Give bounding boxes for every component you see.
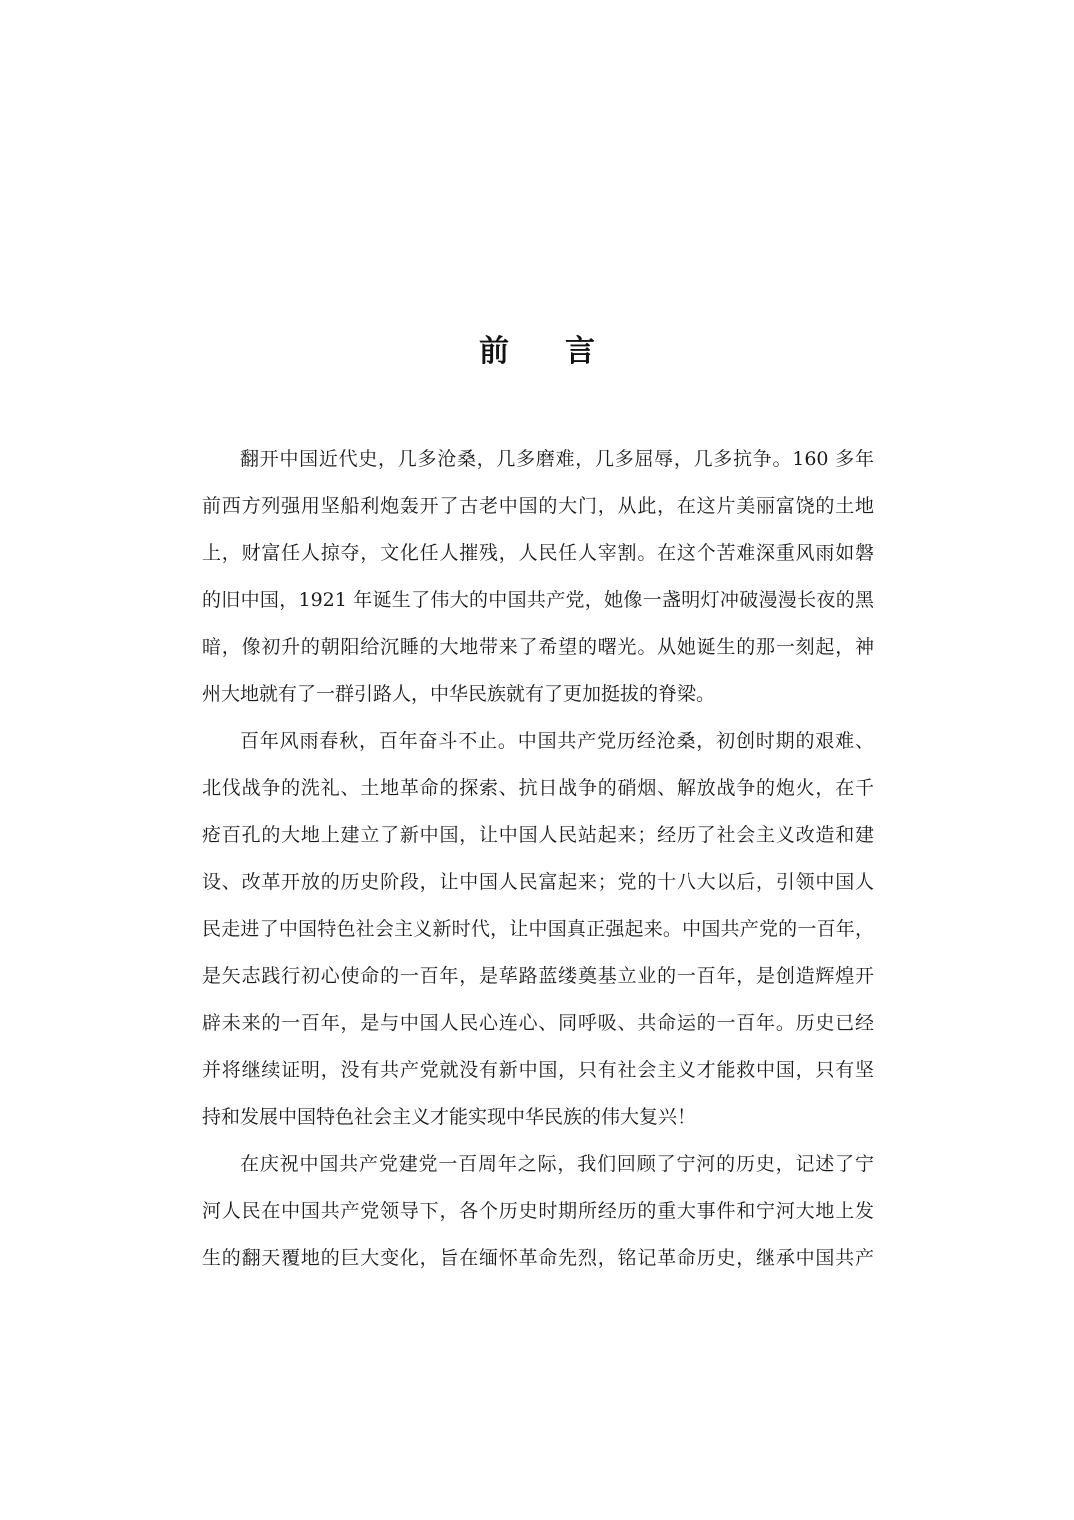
text-line: 河人民在中国共产党领导下，各个历史时期所经历的重大事件和宁河大地上发	[202, 1200, 874, 1222]
paragraph	[202, 718, 874, 1141]
text-line: 在庆祝中国共产党建党一百周年之际，我们回顾了宁河的历史，记述了宁	[240, 1153, 874, 1175]
paragraph	[202, 1141, 874, 1282]
text-line: 州大地就有了一群引路人，中华民族就有了更加挺拔的脊梁。	[202, 683, 716, 705]
page-title: 前言	[479, 334, 651, 369]
text-line: 百年风雨春秋，百年奋斗不止。中国共产党历经沧桑，初创时期的艰难、	[240, 730, 874, 752]
text-line: 民走进了中国特色社会主义新时代，让中国真正强起来。中国共产党的一百年，	[202, 918, 874, 940]
text-line: 疮百孔的大地上建立了新中国，让中国人民站起来；经历了社会主义改造和建	[202, 824, 874, 846]
text-line: 的旧中国，1921 年诞生了伟大的中国共产党，她像一盏明灯冲破漫漫长夜的黑	[202, 589, 874, 611]
text-line: 辟未来的一百年，是与中国人民心连心、同呼吸、共命运的一百年。历史已经	[202, 1012, 874, 1034]
text-line: 上，财富任人掠夺，文化任人摧残，人民任人宰割。在这个苦难深重风雨如磐	[202, 542, 874, 564]
text-line: 并将继续证明，没有共产党就没有新中国，只有社会主义才能救中国，只有坚	[202, 1059, 874, 1081]
text-line: 生的翻天覆地的巨大变化，旨在缅怀革命先烈，铭记革命历史，继承中国共产	[202, 1247, 874, 1269]
text-line: 设、改革开放的历史阶段，让中国人民富起来；党的十八大以后，引领中国人	[202, 871, 874, 893]
body-text	[202, 436, 874, 1282]
text-line: 是矢志践行初心使命的一百年，是荜路蓝缕奠基立业的一百年，是创造辉煌开	[202, 965, 874, 987]
text-line: 翻开中国近代史，几多沧桑，几多磨难，几多屈辱，几多抗争。160 多年	[240, 448, 874, 470]
text-line: 北伐战争的洗礼、土地革命的探索、抗日战争的硝烟、解放战争的炮火，在千	[202, 777, 874, 799]
text-line: 暗，像初升的朝阳给沉睡的大地带来了希望的曙光。从她诞生的那一刻起，神	[202, 636, 874, 658]
text-line: 持和发展中国特色社会主义才能实现中华民族的伟大复兴！	[202, 1106, 697, 1128]
text-line: 前西方列强用坚船利炮轰开了古老中国的大门，从此，在这片美丽富饶的土地	[202, 495, 874, 517]
paragraph	[202, 436, 874, 718]
